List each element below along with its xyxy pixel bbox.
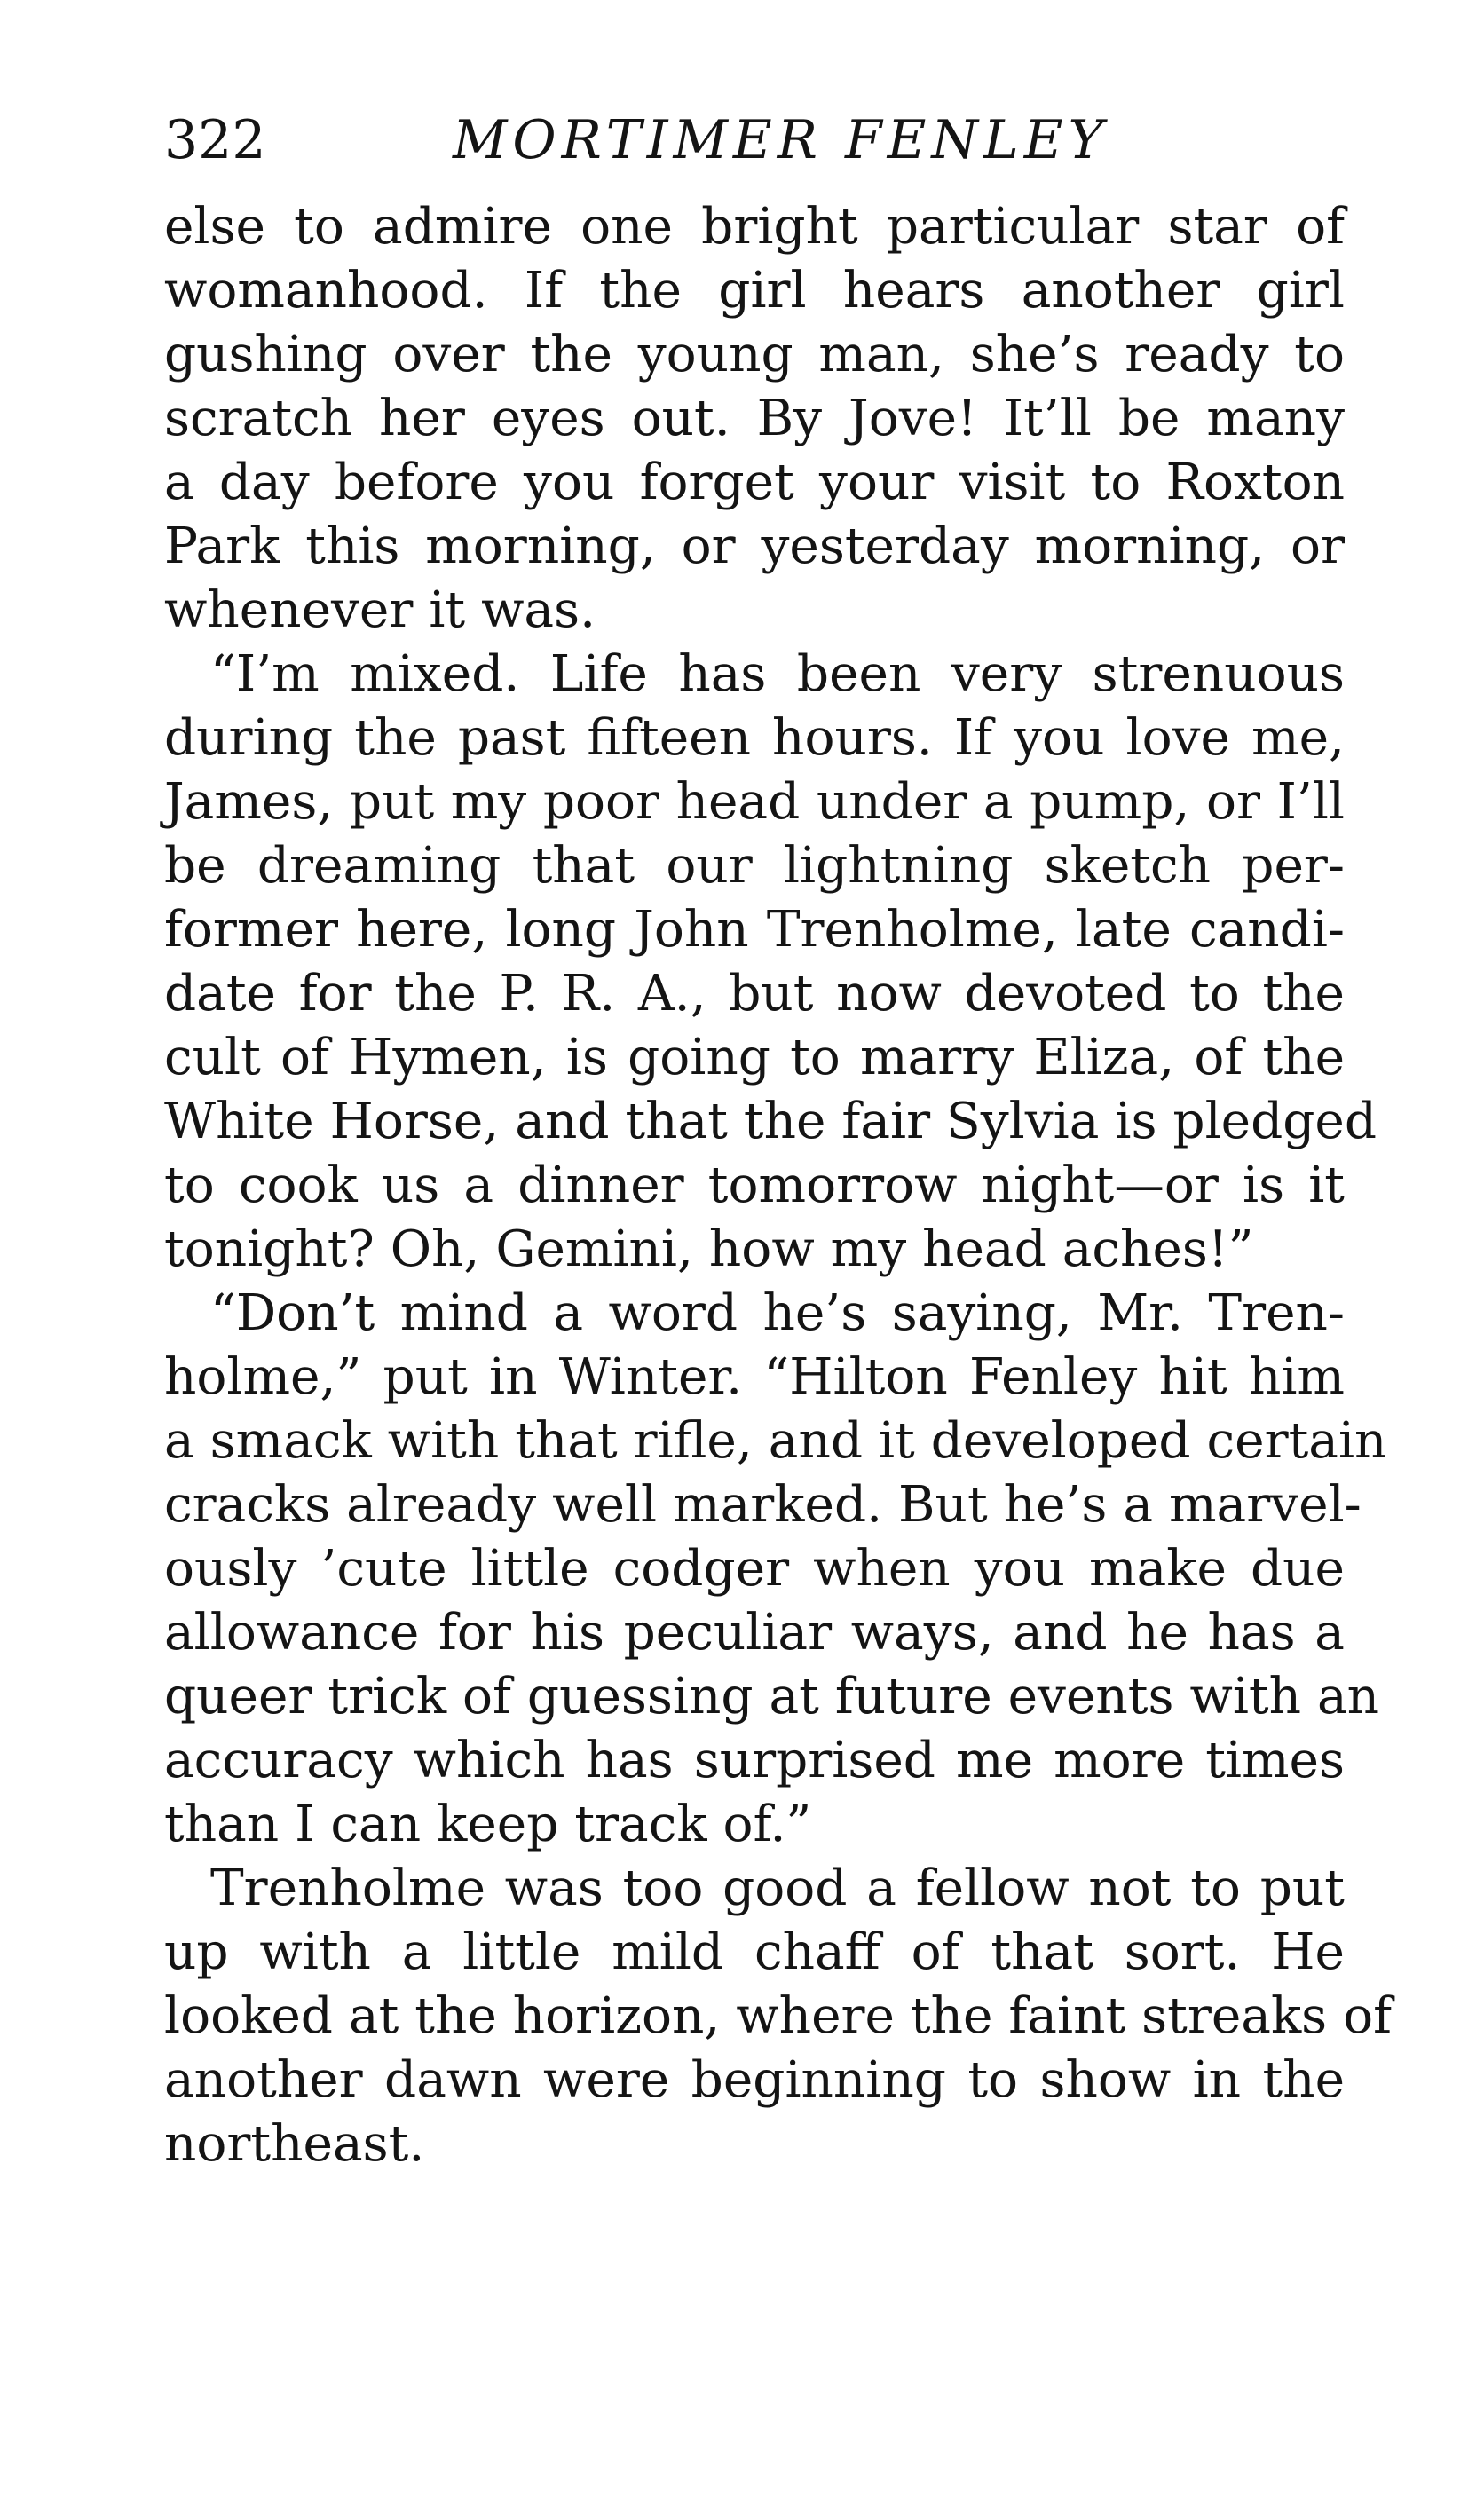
text-line: whenever it was.	[164, 581, 596, 639]
running-head	[164, 105, 1345, 176]
text-line: gushing over the young man, she’s ready to	[164, 326, 1345, 383]
running-title: MORTIMER FENLEY	[453, 109, 1109, 171]
text-line: Trenholme was too good a fellow not to put	[210, 1860, 1345, 1917]
paragraph	[164, 643, 1377, 1282]
text-line: cult of Hymen, is going to marry Eliza, of the	[164, 1029, 1345, 1086]
text-line: womanhood. If the girl hears another girl	[164, 262, 1345, 320]
text-line: during the past fifteen hours. If you love me,	[164, 709, 1345, 767]
text-line: cracks already well marked. But he’s a marvel-	[164, 1476, 1362, 1534]
text-line: else to admire one bright particular star of	[164, 198, 1345, 256]
text-line: ously ’cute little codger when you make due	[164, 1540, 1345, 1598]
text-line: be dreaming that our lightning sketch per-	[164, 837, 1345, 895]
text-line: scratch her eyes out. By Jove! It’ll be many	[164, 390, 1345, 447]
text-line: holme,” put in Winter. “Hilton Fenley hit him	[164, 1348, 1345, 1406]
text-line: James, put my poor head under a pump, or I’ll	[164, 773, 1345, 831]
paragraph	[164, 1282, 1387, 1857]
text-line: a day before you forget your visit to Roxton	[164, 454, 1345, 511]
page-number: 322	[164, 109, 266, 171]
body-text	[164, 195, 1393, 2176]
text-line: another dawn were beginning to show in the	[164, 2051, 1345, 2109]
text-line: looked at the horizon, where the faint streaks of	[164, 1987, 1393, 2045]
text-line: White Horse, and that the fair Sylvia is pledged	[164, 1093, 1377, 1150]
text-line: a smack with that rifle, and it developed certain	[164, 1412, 1387, 1470]
text-line: former here, long John Trenholme, late candi-	[164, 901, 1345, 959]
text-line: “Don’t mind a word he’s saying, Mr. Tren-	[210, 1284, 1345, 1342]
text-line: than I can keep track of.”	[164, 1796, 812, 1853]
text-line: tonight? Oh, Gemini, how my head aches!”	[164, 1220, 1254, 1278]
paragraph	[164, 195, 1345, 643]
text-line: allowance for his peculiar ways, and he has a	[164, 1604, 1345, 1662]
text-line: queer trick of guessing at future events with an	[164, 1668, 1380, 1725]
text-line: date for the P. R. A., but now devoted to the	[164, 965, 1345, 1023]
text-line: accuracy which has surprised me more times	[164, 1732, 1345, 1789]
paragraph	[164, 1857, 1393, 2176]
text-line: northeast.	[164, 2115, 425, 2173]
text-line: Park this morning, or yesterday morning, or	[164, 517, 1345, 575]
text-line: “I’m mixed. Life has been very strenuous	[210, 645, 1345, 703]
text-line: to cook us a dinner tomorrow night—or is it	[164, 1157, 1345, 1214]
text-line: up with a little mild chaff of that sort. He	[164, 1923, 1345, 1981]
